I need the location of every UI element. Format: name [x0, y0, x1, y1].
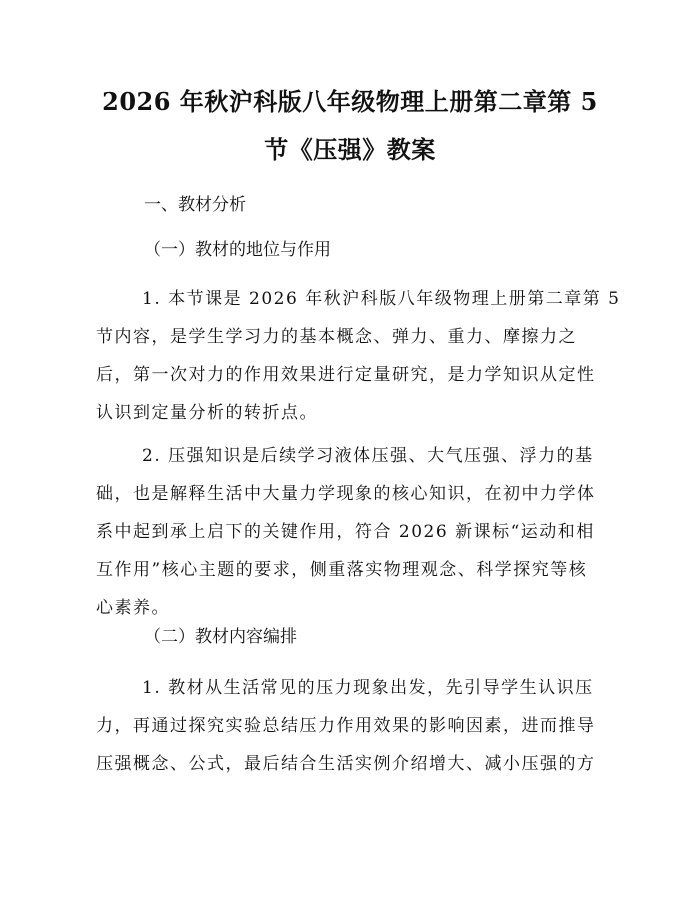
- paragraph-line: 1. 本节课是 2026 年秋沪科版八年级物理上册第二章第 5: [142, 289, 621, 309]
- paragraph-line: 1. 教材从生活常见的压力现象出发，先引导学生认识压: [142, 678, 594, 698]
- paragraph-line: 系中起到承上启下的关键作用，符合 2026 新课标“运动和相: [96, 522, 595, 542]
- title-line-1: 2026 年秋沪科版八年级物理上册第二章第 5: [102, 87, 598, 116]
- paragraph-line: 互作用”核心主题的要求，侧重落实物理观念、科学探究等核: [96, 560, 588, 580]
- paragraph-line: 后，第一次对力的作用效果进行定量研究，是力学知识从定性: [96, 365, 596, 385]
- paragraph-line: 认识到定量分析的转折点。: [96, 403, 318, 423]
- subsection-heading-1: （一）教材的地位与作用: [144, 240, 331, 260]
- paragraph-1: [96, 280, 621, 432]
- paragraph-line: 础，也是解释生活中大量力学现象的核心知识，在初中力学体: [96, 484, 596, 504]
- paragraph-line: 压强概念、公式，最后结合生活实例介绍增大、减小压强的方: [96, 754, 596, 774]
- paragraph-line: 力，再通过探究实验总结压力作用效果的影响因素，进而推导: [96, 716, 596, 736]
- paragraph-line: 节内容，是学生学习力的基本概念、弹力、重力、摩擦力之: [96, 327, 577, 347]
- subsection-heading-2: （二）教材内容编排: [144, 627, 297, 647]
- section-heading-1: 一、教材分析: [144, 195, 246, 215]
- paragraph-3: [96, 669, 616, 783]
- paragraph-line: 心素养。: [96, 598, 170, 618]
- paragraph-line: 2. 压强知识是后续学习液体压强、大气压强、浮力的基: [142, 446, 594, 466]
- title-line-2: 节《压强》教案: [264, 135, 436, 164]
- paragraph-2: [96, 437, 616, 627]
